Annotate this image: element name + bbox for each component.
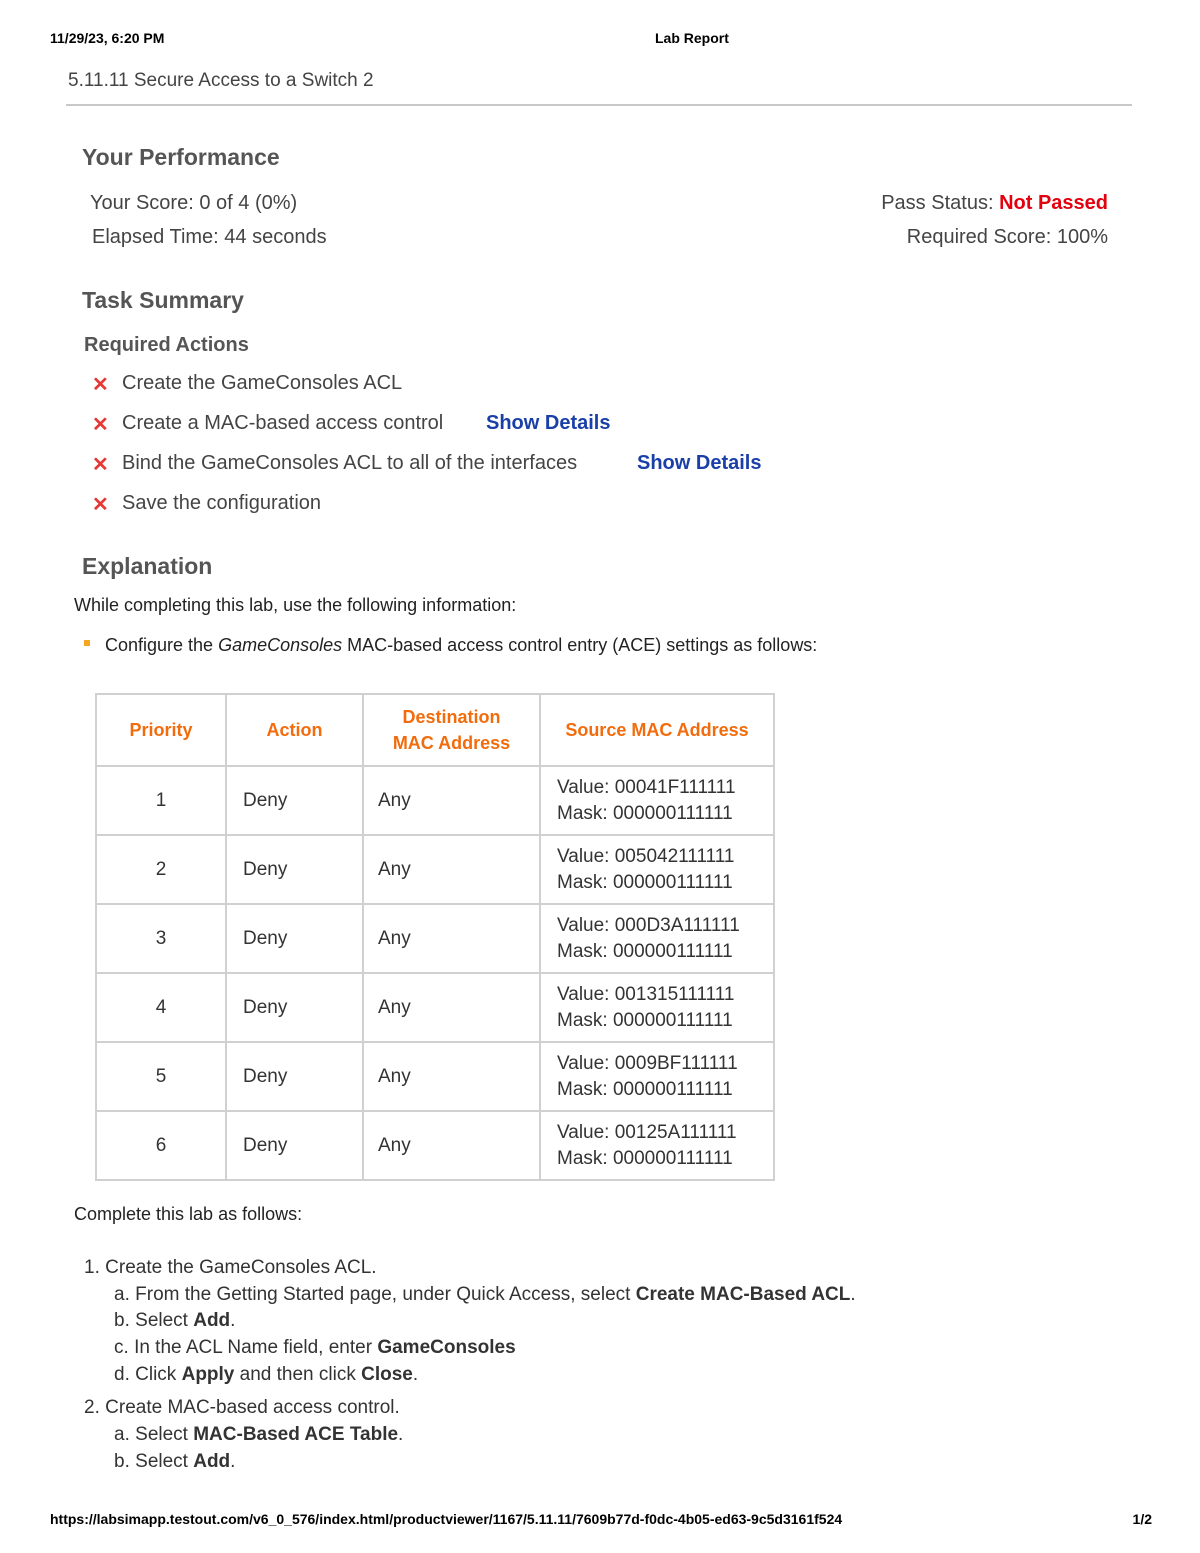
explanation-heading: Explanation (82, 553, 213, 579)
destination-cell: Any (363, 1042, 540, 1111)
required-score-line (907, 226, 1108, 249)
task-summary-heading: Task Summary (82, 287, 244, 313)
source-mac-cell (540, 1042, 774, 1111)
sub-step-emphasis: Create MAC-Based ACL (635, 1284, 851, 1305)
table-row (96, 1111, 774, 1180)
source-mac-cell (540, 904, 774, 973)
table-row (96, 835, 774, 904)
table-row (96, 766, 774, 835)
bullet-marker (84, 640, 90, 646)
source-mac-value: Value: 0009BF111111 (557, 1052, 738, 1074)
sub-step (114, 1284, 856, 1306)
lab-title: 5.11.11 Secure Access to a Switch 2 (68, 70, 374, 91)
sub-step-emphasis: Close (361, 1364, 413, 1385)
column-header-priority: Priority (96, 694, 226, 766)
pass-status-label: Pass Status: (881, 192, 994, 214)
source-mac-value: Value: 000D3A111111 (557, 914, 740, 936)
action-cell: Deny (226, 904, 363, 973)
sub-step-text: . (412, 1364, 419, 1385)
source-mac-cell (540, 973, 774, 1042)
step-number: 1. (84, 1257, 100, 1278)
required-actions-heading: Required Actions (84, 334, 249, 356)
source-mac-mask: Mask: 000000111111 (557, 1147, 733, 1169)
sub-step-text: . (850, 1284, 856, 1305)
source-mac-mask: Mask: 000000111111 (557, 802, 733, 824)
step-1 (84, 1257, 377, 1279)
source-mac-value: Value: 00041F111111 (557, 776, 736, 798)
sub-step-text: . (230, 1451, 236, 1472)
source-mac-cell (540, 766, 774, 835)
destination-cell: Any (363, 766, 540, 835)
sub-step-text: Select (135, 1451, 194, 1472)
show-details-link[interactable]: Show Details (486, 412, 611, 434)
column-header-action: Action (226, 694, 363, 766)
source-mac-cell (540, 835, 774, 904)
sub-step (114, 1337, 516, 1359)
required-score-label: Required Score: (906, 226, 1052, 248)
source-mac-mask: Mask: 000000111111 (557, 940, 733, 962)
pass-status-value: Not Passed (999, 192, 1108, 214)
sub-step-letter: a. (114, 1424, 130, 1445)
x-icon: ✕ (92, 414, 109, 436)
table-row (96, 1042, 774, 1111)
priority-cell: 1 (96, 766, 226, 835)
instruction-text: MAC-based access control entry (ACE) settings as follows: (342, 635, 818, 655)
show-details-link[interactable]: Show Details (637, 452, 762, 474)
destination-cell: Any (363, 1111, 540, 1180)
performance-heading: Your Performance (82, 144, 280, 170)
sub-step-text: Select (135, 1424, 194, 1445)
sub-step (114, 1424, 403, 1446)
sub-step-emphasis: MAC-Based ACE Table (193, 1424, 399, 1445)
sub-step-text: In the ACL Name field, enter (134, 1337, 378, 1358)
sub-step-letter: d. (114, 1364, 130, 1385)
ace-config-instruction (105, 635, 817, 656)
sub-step-text: Click (135, 1364, 182, 1385)
page-url: https://labsimapp.testout.com/v6_0_576/index.html/productviewer/1167/5.11.11/7609b77d-f0dc-4b05-ed63-9c5d3161f524 (50, 1511, 843, 1527)
column-header-source-mac: Source MAC Address (540, 694, 774, 766)
source-mac-value: Value: 005042111111 (557, 845, 735, 867)
step-2 (84, 1397, 400, 1419)
score-line (90, 192, 297, 215)
step-number: 2. (84, 1397, 100, 1418)
priority-cell: 6 (96, 1111, 226, 1180)
priority-cell: 4 (96, 973, 226, 1042)
source-mac-value: Value: 001315111111 (557, 983, 735, 1005)
task-item-create-acl: Create the GameConsoles ACL (122, 372, 403, 394)
complete-lab-intro: Complete this lab as follows: (74, 1204, 303, 1224)
x-icon: ✕ (92, 374, 109, 396)
header-divider (66, 104, 1132, 106)
explanation-intro: While completing this lab, use the following information: (74, 595, 517, 615)
sub-step-text: Select (135, 1310, 194, 1331)
sub-step-text: . (230, 1310, 236, 1331)
acl-name-emphasis: GameConsoles (218, 635, 343, 655)
print-datetime: 11/29/23, 6:20 PM (50, 30, 165, 46)
source-mac-cell (540, 1111, 774, 1180)
source-mac-mask: Mask: 000000111111 (557, 1009, 733, 1031)
page-number: 1/2 (1132, 1511, 1152, 1527)
task-item-mac-access-control: Create a MAC-based access control (122, 412, 444, 434)
priority-cell: 2 (96, 835, 226, 904)
destination-cell: Any (363, 973, 540, 1042)
destination-cell: Any (363, 904, 540, 973)
sub-step-emphasis: Add (193, 1310, 231, 1331)
destination-cell: Any (363, 835, 540, 904)
sub-step-letter: c. (114, 1337, 129, 1358)
x-icon: ✕ (92, 454, 109, 476)
sub-step-text: and then click (234, 1364, 362, 1385)
task-item-save-config: Save the configuration (122, 492, 322, 514)
ace-settings-table (95, 693, 775, 1181)
action-cell: Deny (226, 1111, 363, 1180)
sub-step (114, 1310, 235, 1332)
elapsed-label: Elapsed Time: (92, 226, 219, 248)
elapsed-line (92, 226, 327, 249)
sub-step (114, 1451, 235, 1473)
score-value: 0 of 4 (0%) (199, 192, 298, 214)
sub-step-letter: b. (114, 1310, 130, 1331)
score-label: Your Score: (90, 192, 194, 214)
required-score-value: 100% (1056, 226, 1108, 248)
action-cell: Deny (226, 766, 363, 835)
pass-status-line (881, 192, 1108, 215)
step-text: Create MAC-based access control. (105, 1397, 400, 1418)
source-mac-value: Value: 00125A111111 (557, 1121, 737, 1143)
x-icon: ✕ (92, 494, 109, 516)
table-row (96, 973, 774, 1042)
print-title: Lab Report (655, 30, 729, 46)
task-item-bind-acl: Bind the GameConsoles ACL to all of the interfaces (122, 452, 578, 474)
source-mac-mask: Mask: 000000111111 (557, 1078, 733, 1100)
table-row (96, 904, 774, 973)
sub-step-emphasis: Apply (181, 1364, 235, 1385)
priority-cell: 3 (96, 904, 226, 973)
action-cell: Deny (226, 973, 363, 1042)
step-text: Create the GameConsoles ACL. (105, 1257, 377, 1278)
sub-step-emphasis: GameConsoles (377, 1337, 516, 1358)
table-header-row (96, 694, 774, 766)
sub-step-letter: b. (114, 1451, 130, 1472)
action-cell: Deny (226, 835, 363, 904)
sub-step (114, 1364, 418, 1386)
column-header-destination-mac: Destination MAC Address (363, 694, 540, 766)
sub-step-letter: a. (114, 1284, 130, 1305)
priority-cell: 5 (96, 1042, 226, 1111)
action-cell: Deny (226, 1042, 363, 1111)
sub-step-text: . (398, 1424, 404, 1445)
sub-step-text: From the Getting Started page, under Quick Access, select (135, 1284, 636, 1305)
elapsed-value: 44 seconds (224, 226, 327, 248)
sub-step-emphasis: Add (193, 1451, 231, 1472)
instruction-text: Configure the (105, 635, 219, 655)
source-mac-mask: Mask: 000000111111 (557, 871, 733, 893)
